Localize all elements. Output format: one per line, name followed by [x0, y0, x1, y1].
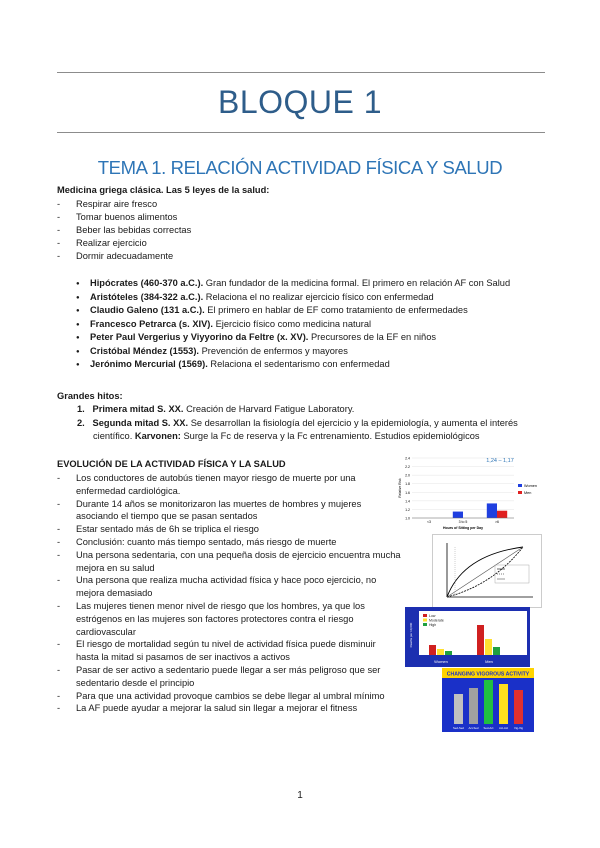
chart-vigorous-svg [442, 668, 534, 732]
x-tick-label: >6 [495, 520, 499, 524]
evolucion-line [57, 498, 361, 511]
figure-name: Francesco Petrarca (s. XIV). [90, 318, 213, 329]
bar-women [487, 503, 497, 518]
y-tick-label: 1.8 [405, 482, 410, 487]
chart-dose-response-svg [433, 535, 541, 607]
legend-swatch [423, 614, 427, 617]
bar-women [453, 512, 463, 518]
figure-name: Cristóbal Méndez (1553). [90, 345, 200, 356]
chart-deaths [405, 607, 530, 667]
y-tick-label: 1.6 [405, 490, 410, 495]
evolucion-text: mejora demasiado [76, 588, 153, 599]
x-tick-label: 3 to 5 [458, 520, 468, 524]
evolucion-line [57, 638, 376, 651]
bullet-dot: ● [76, 294, 80, 301]
legend-swatch-men [518, 491, 522, 494]
bullet-dot: ● [76, 362, 80, 368]
activity-bar [499, 684, 508, 724]
dash-marker: - [57, 665, 61, 675]
legend-label: Moderate [429, 618, 444, 623]
figure-name: Aristóteles (384-322 a.C.). [90, 291, 204, 302]
page-title: BLOQUE 1 [217, 84, 383, 120]
figure-item [76, 304, 468, 318]
ley-item [57, 224, 191, 237]
evolucion-text: Las mujeres tienen menor nivel de riesgo que los hombres, ya que los [76, 601, 365, 611]
evolucion-text: Durante 14 años se monitorizaron las muertes de hombres y mujeres [76, 498, 362, 509]
legend-men: Men [524, 491, 532, 495]
figure-text: Gran fundador de la medicina formal. El primero en relación AF con Salud [205, 278, 511, 288]
dash-marker: - [57, 601, 61, 611]
evolucion-line [57, 523, 259, 536]
evolucion-line [57, 574, 376, 587]
evolucion-line [57, 613, 354, 626]
legend-box [495, 565, 529, 583]
y-axis-label: Deaths per 10,000 [409, 622, 413, 648]
figure-text: Relaciona el no realizar ejercicio físico con enfermedad [205, 291, 434, 302]
activity-bar [484, 680, 493, 724]
dash-marker: - [57, 575, 61, 586]
hito-2: 2. Segunda mitad S. XX. Se desarrollan la fisiología del ejercicio y la epidemiología, y aumenta el interés [77, 418, 518, 428]
ley-item [57, 250, 173, 263]
x-axis-label: Hours of Sitting per Day [442, 526, 484, 530]
deaths-bar [493, 647, 500, 655]
dash-marker: - [57, 225, 61, 235]
evolucion-line [57, 690, 385, 703]
evolucion-line [57, 485, 180, 498]
ley-text: Respirar aire fresco [76, 199, 158, 209]
deaths-bar [445, 651, 452, 655]
ley-text: Dormir adecuadamente [76, 251, 174, 261]
ley-item [57, 237, 147, 250]
hito-2-cont [93, 430, 480, 443]
y-tick-label: 2.4 [405, 456, 410, 461]
y-tick-label: 2.0 [405, 473, 410, 478]
chart-vigorous [442, 668, 534, 732]
dash-marker: - [57, 549, 61, 560]
evolucion-text: asociando el tiempo que se pasan sentados [76, 511, 258, 522]
evolucion-text: enfermedad cardiológica. [76, 485, 181, 496]
ley-text: Realizar ejercicio [76, 238, 147, 248]
section-title: TEMA 1. RELACIÓN ACTIVIDAD FÍSICA Y SALUD [97, 157, 503, 178]
hito-2-text: Se desarrollan la fisiología del ejercicio y la epidemiología, y aumenta el interés [190, 418, 518, 428]
bullet-dot: ● [76, 308, 80, 314]
figure-item [76, 331, 436, 345]
x-tick-label: Sed-Act [483, 726, 494, 730]
figure-text: El primero en hablar de EF como tratamiento de enfermedades [207, 305, 468, 315]
evolucion-text: La AF puede ayudar a mejorar la salud sin llegar a mejorar el fitness [76, 703, 358, 714]
legend-swatch [423, 619, 427, 622]
evolucion-line [57, 651, 290, 664]
evolucion-text: hasta la mitad si pasamos de ser inactivos a activos [76, 652, 290, 663]
evolucion-line [57, 587, 152, 600]
evolucion-line [57, 626, 136, 639]
top-rule [57, 72, 545, 73]
hito-2-pre: científico. [93, 431, 133, 441]
figure-name: Hipócrates (460-370 a.C.). [90, 278, 204, 288]
legend-label: Low [429, 614, 436, 618]
evolucion-line [57, 664, 380, 677]
figure-item [76, 277, 510, 291]
figure-item [76, 358, 390, 372]
figure-text: Ejercicio físico como medicina natural [215, 318, 372, 329]
hito-1: 1. Primera mitad S. XX. Creación de Harvard Fatigue Laboratory. [77, 404, 355, 414]
page-number: 1 [297, 790, 303, 801]
evolucion-line [57, 549, 401, 562]
evolucion-text: estrógenos en las mujeres son factores protectores contra el riesgo [76, 613, 354, 624]
evolucion-text: cardiovascular [76, 626, 136, 637]
legend-women: Women [524, 484, 538, 488]
ley-item [57, 198, 157, 211]
evolucion-text: El riesgo de mortalidad según tu nivel de actividad física puede disminuir [76, 639, 376, 650]
figure-name: Claudio Galeno (131 a.C.). [90, 305, 205, 315]
evolucion-text: Estar sentado más de 6h se triplica el riesgo [76, 524, 259, 535]
dash-marker: - [57, 251, 61, 261]
y-tick-label: 1.2 [405, 507, 410, 512]
figure-text: Prevención de enfermos y mayores [201, 345, 348, 356]
figure-item [76, 345, 348, 359]
y-axis-label: Relative Risk [398, 478, 402, 498]
hito-2-label: Segunda mitad S. XX. [92, 418, 189, 428]
bullet-dot: ● [76, 348, 80, 355]
dash-marker: - [57, 498, 61, 509]
figure-name: Jerónimo Mercurial (1569). [90, 359, 208, 369]
hito-1-text: Creación de Harvard Fatigue Laboratory. [186, 404, 355, 414]
deaths-bar [485, 639, 492, 655]
medicina-heading: Medicina griega clásica. Las 5 leyes de la salud: [57, 185, 270, 195]
hitos-heading: Grandes hitos: [57, 391, 123, 401]
activity-bar [454, 694, 463, 724]
evolucion-line [57, 677, 194, 690]
hito-1-label: Primera mitad S. XX. [92, 404, 184, 414]
dash-marker: - [57, 212, 61, 222]
chart-sitting-risk [396, 452, 544, 532]
bullet-dot: ● [76, 335, 80, 341]
chart-deaths-svg [405, 607, 530, 667]
dash-marker: - [57, 473, 61, 483]
evolucion-line [57, 536, 336, 549]
evolucion-line [57, 562, 155, 575]
hito-2-text2: Surge la Fc de reserva y la Fc entrenamiento. Estudios epidemiológicos [183, 431, 480, 441]
ley-text: Beber las bebidas correctas [76, 225, 192, 235]
curve-c [447, 547, 523, 597]
ley-text: Tomar buenos alimentos [76, 212, 178, 222]
evolucion-line [57, 472, 356, 485]
chart-title: CHANGING VIGOROUS ACTIVITY [446, 671, 530, 678]
evolucion-heading: EVOLUCIÓN DE LA ACTIVIDAD FÍSICA Y LA SALUD [57, 459, 286, 469]
chart-sitting-risk-svg [396, 452, 544, 532]
legend-swatch-women [518, 484, 522, 487]
y-tick-label: 1.0 [405, 516, 410, 521]
activity-bar [514, 690, 523, 724]
dash-marker: - [57, 703, 61, 714]
evolucion-text: Pasar de ser activo a sedentario puede llegar a ser más peligroso que ser [76, 665, 381, 675]
bullet-dot: ● [76, 321, 80, 328]
evolucion-text: Para que una actividad provoque cambios se debe llegar al umbral mínimo [76, 690, 385, 701]
evolucion-line [57, 600, 365, 613]
evolucion-line [57, 702, 357, 715]
legend-label: High [429, 623, 437, 627]
figure-item [76, 291, 434, 305]
dash-marker: - [57, 524, 61, 535]
bar-men [497, 511, 507, 518]
evolucion-text: Una persona que realiza mucha actividad física y hace poco ejercicio, no [76, 575, 377, 586]
ley-item [57, 211, 177, 224]
figure-text: Precursores de la EF en niños [310, 332, 437, 342]
x-tick-label: Vig-Vig [514, 726, 523, 730]
x-tick-label: <3 [427, 520, 431, 524]
hito-2-karvonen: Karvonen: [134, 431, 181, 441]
figure-text: Relaciona el sedentarismo con enfermedad [210, 359, 390, 369]
dash-marker: - [57, 238, 61, 248]
annotation: 1,24 – 1,17 [486, 458, 514, 464]
evolucion-text: Conclusión: cuanto más tiempo sentado, más riesgo de muerte [76, 537, 337, 547]
legend-swatch [423, 623, 427, 626]
x-tick-label: Act-Act [498, 726, 509, 730]
dash-marker: - [57, 639, 61, 650]
y-tick-label: 1.4 [405, 499, 410, 504]
x-tick-label: Women [434, 659, 448, 664]
evolucion-text: Una persona sedentaria, con una pequeña dosis de ejercicio encuentra mucha [76, 549, 401, 560]
evolucion-line [57, 510, 257, 523]
x-tick-label: Sed-Sed [453, 726, 464, 730]
activity-bar [469, 688, 478, 724]
figure-item [76, 318, 371, 332]
evolucion-text: Los conductores de autobús tienen mayor riesgo de muerte por una [76, 473, 356, 483]
evolucion-text: sedentario desde el principio [76, 677, 195, 688]
deaths-bar [437, 649, 444, 655]
dash-marker: - [57, 537, 61, 547]
chart-dose-response [432, 534, 542, 608]
deaths-bar [429, 645, 436, 655]
deaths-bar [477, 625, 484, 655]
dash-marker: - [57, 690, 61, 701]
x-tick-label: Act-Sed [468, 726, 479, 730]
x-tick-label: Men [485, 659, 493, 664]
bullet-dot: ● [76, 281, 80, 287]
dash-marker: - [57, 199, 61, 209]
evolucion-text: mejora en su salud [76, 562, 155, 573]
y-tick-label: 2.2 [405, 465, 410, 470]
figure-name: Peter Paul Vergerius y Viyyorino da Feltre (x. XV). [90, 332, 309, 342]
title-rule [57, 132, 545, 133]
